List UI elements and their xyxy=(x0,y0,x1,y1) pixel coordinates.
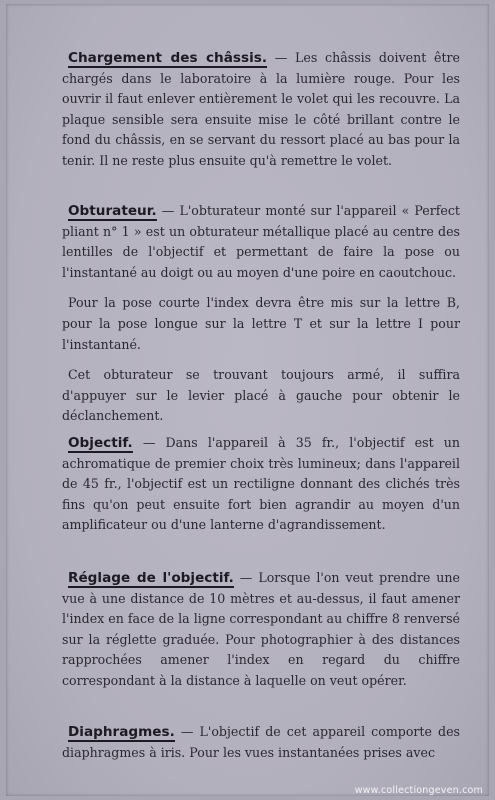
paragraph-text: — L'objectif de cet appareil comporte des diaphragmes à iris. Pour les vues instantanées prises avec xyxy=(62,724,460,760)
section-obturateur xyxy=(62,201,460,427)
section-diaphragmes xyxy=(62,722,460,763)
paragraph-text: — Les châssis doivent être chargés dans le laboratoire à la lumière rouge. Pour les ouvrir il faut enlever entièrement le volet qui les recouvre. La plaque sensible sera ensuite mise le côté brillant contre le fond du châssis, en se servant du ressort placé au bas pour la tenir. Il ne reste plus ensuite qu'à remettre le volet. xyxy=(62,50,460,168)
paragraph-text: — L'obturateur monté sur l'appareil « Perfect pliant n° 1 » est un obturateur métallique placé au centre des lentilles de l'objectif et permettant de faire la pose ou l'instantané au doigt ou au moyen d'une poire en caoutchouc. xyxy=(62,203,460,280)
section-reglage-objectif xyxy=(62,568,460,692)
section-heading: Obturateur. xyxy=(68,203,157,219)
section-heading: Objectif. xyxy=(68,435,133,451)
paragraph xyxy=(62,433,460,536)
section-heading: Réglage de l'objectif. xyxy=(68,570,234,586)
section-chargement-des-chassis xyxy=(62,48,460,172)
paragraph: Cet obturateur se trouvant toujours armé, il suffira d'appuyer sur le levier placé à gauche pour obtenir le déclanchement. xyxy=(62,367,460,424)
paragraph xyxy=(62,48,460,172)
paragraph-text: — Dans l'appareil à 35 fr., l'objectif est un achromatique de premier choix très lumineux; dans l'appareil de 45 fr., l'objectif est un rectiligne donnant des clichés très fins qu'on peut ensuite fort bien agrandir au moyen d'un amplificateur ou d'une lanterne d'agrandissement. xyxy=(62,435,460,533)
section-heading: Diaphragmes. xyxy=(68,724,175,740)
paragraph: Pour la pose courte l'index devra être mis sur la lettre B, pour la pose longue sur la lettre T et sur la lettre I pour l'instantané. xyxy=(62,295,460,352)
section-heading: Chargement des châssis. xyxy=(68,50,267,66)
paragraph xyxy=(62,722,460,763)
watermark: www.collectiongeven.com xyxy=(354,785,483,796)
book-page xyxy=(6,4,489,796)
section-objectif xyxy=(62,433,460,536)
paragraph-text: — Lorsque l'on veut prendre une vue à une distance de 10 mètres et au-dessus, il faut amener l'index en face de la ligne correspondant au chiffre 8 renversé sur la réglette graduée. Pour photographier à des distances rapprochées amener l'index en regard du chiffre correspondant à la distance à laquelle on veut opérer. xyxy=(62,570,460,688)
paragraph xyxy=(62,201,460,283)
paragraph xyxy=(62,568,460,692)
